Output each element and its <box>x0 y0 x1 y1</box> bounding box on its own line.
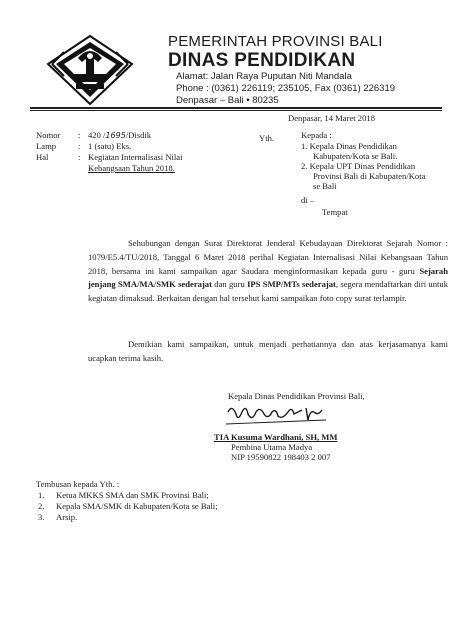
body-p2: Demikian kami sampaikan, untuk menjadi perhatiannya dan atas kerjasamanya kami ucapkan terima kasih. <box>88 339 448 363</box>
lamp-colon: : <box>78 141 81 151</box>
body-p1-b: Sejarah jenjang SMA/MA/SMK sederajat <box>88 265 448 290</box>
body-p1-c: dan guru <box>211 279 248 290</box>
body-p1-e: , segera mendaftarkan diri untuk kegiatan dimaksud. Berkaitan dengan hal tersebut kami sampaikan foto copy surat terlampir. <box>88 279 448 304</box>
letterhead-rule-thin <box>30 110 442 111</box>
department-name: DINAS PENDIDIKAN <box>168 50 356 71</box>
nomor-suffix: /Disdik <box>125 130 152 140</box>
recipient-2-line-2: Provinsi Bali di Kabupaten/Kota <box>313 171 426 181</box>
letterhead <box>168 33 458 107</box>
lamp-value: 1 (satu) Eks. <box>88 141 132 151</box>
di-label: di – <box>301 195 315 205</box>
nomor-handwritten: 1695 <box>105 131 126 140</box>
body-paragraph-1 <box>88 237 448 306</box>
government-name: PEMERINTAH PROVINSI BALI <box>168 33 383 50</box>
hal-label: Hal <box>36 152 49 162</box>
hal-line-2: Kebangsaan Tahun 2018. <box>88 163 175 173</box>
tembusan-num-3: 3. <box>38 512 45 522</box>
handwritten-signature <box>222 400 332 430</box>
yth-label: Yth. <box>259 133 275 143</box>
nomor-label: Nomor <box>36 130 61 140</box>
body-p1-a: Sehubungan dengan Surat Direktorat Jenderal Kebudayaan Direktorat Sejarah Nomor : 1079/E5.4/TU/2018, Tanggal 6 Maret 2018 perihal Kegiatan Internalisasi Nilai Kebangsaan Tahun 2018, bersama ini kami sampaikan agar Saudara menginformasikan kepada guru - guru <box>88 238 448 276</box>
tempat-label: Tempat <box>322 207 348 217</box>
hal-colon: : <box>78 152 81 162</box>
tembusan-item-3: Arsip. <box>56 512 78 522</box>
letterhead-rule-thick <box>30 107 442 109</box>
tembusan-item-1: Ketua MKKS SMA dan SMK Provinsi Bali; <box>56 490 209 500</box>
hal-line-1: Kegiatan Internalisasi Nilai <box>88 152 183 162</box>
tembusan-num-2: 2. <box>38 501 45 511</box>
nomor-value <box>88 130 151 141</box>
tembusan-num-1: 1. <box>38 490 45 500</box>
letterhead-city: Denpasar – Bali • 80235 <box>176 95 279 106</box>
signatory-name: TIA Kusuma Wardhani, SH, MM <box>214 432 338 442</box>
lamp-label: Lamp <box>36 141 57 151</box>
signature-title: Kepala Dinas Pendidikan Provinsi Bali, <box>228 391 365 401</box>
recipient-1-line-1: 1. Kepala Dinas Pendidikan <box>301 141 397 151</box>
letterhead-address: Alamat: Jalan Raya Puputan Niti Mandala <box>176 71 352 82</box>
recipient-1-line-2: Kabupaten/Kota se Bali. <box>313 151 398 161</box>
place-date: Denpasar, 14 Maret 2018 <box>288 113 375 123</box>
signatory-rank: Pembina Utama Madya <box>231 442 313 452</box>
bali-emblem-logo <box>46 34 134 106</box>
kepada-label: Kepada : <box>301 130 332 140</box>
tembusan-item-2: Kepala SMA/SMK di Kabupaten/Kota se Bali; <box>56 501 218 511</box>
letterhead-phone: Phone : (0361) 226119; 235105, Fax (0361) 226319 <box>176 83 396 94</box>
body-p1-d: IPS SMP/MTs sederajat <box>247 279 336 290</box>
recipient-2-line-3: se Bali <box>313 181 337 191</box>
nomor-prefix: 420 / <box>88 130 106 140</box>
body-paragraph-2 <box>88 338 448 366</box>
signatory-nip: NIP 19590822 198403 2 007 <box>231 452 331 462</box>
nomor-colon: : <box>78 130 81 140</box>
recipient-2-line-1: 2. Kepala UPT Dinas Pendidikan <box>301 161 416 171</box>
tembusan-heading: Tembusan kepada Yth. : <box>36 479 120 489</box>
